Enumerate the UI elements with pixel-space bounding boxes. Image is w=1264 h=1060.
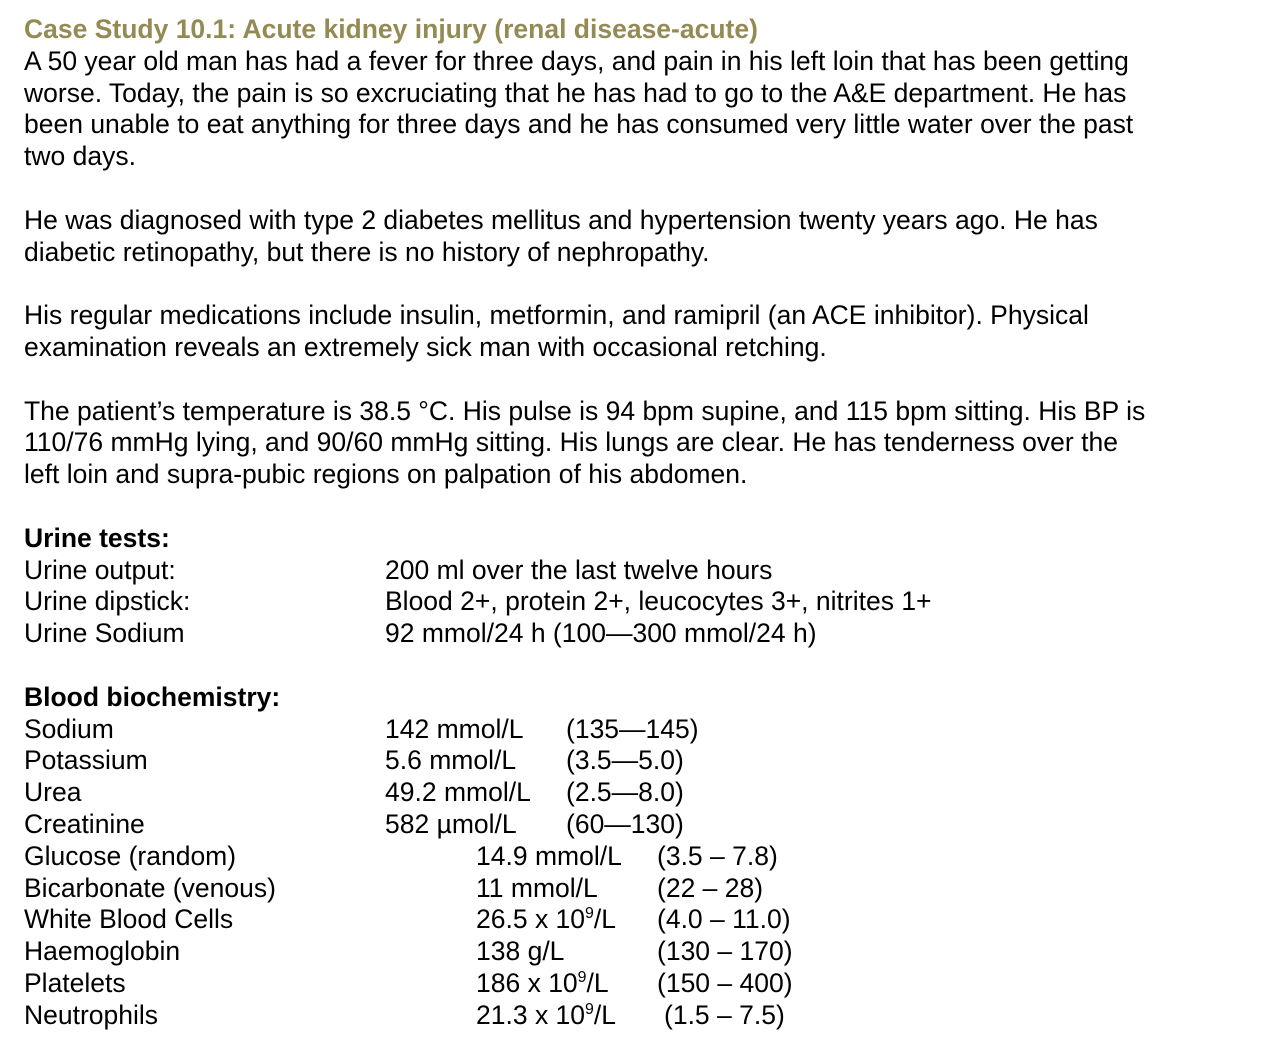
vitals-paragraph: The patient’s temperature is 38.5 °C. His pulse is 94 bpm supine, and 115 bpm sitting. His BP is 110/76 mmHg lying, and 90/60 mmHg sitting. His lungs are clear. He has tenderness over the left loin and supra-pubic regions on palpation of his abdomen. (24, 395, 1146, 490)
result-value (476, 1000, 616, 1032)
result-value: 11 mmol/L (476, 872, 598, 903)
neutrophils-row (24, 1000, 1244, 1032)
result-label: Haemoglobin (24, 936, 181, 967)
result-label: Urine dipstick: (24, 586, 191, 617)
sodium-row (24, 714, 1244, 746)
result-label: Urine output: (24, 554, 176, 585)
reference-range: (3.5 – 7.8) (657, 840, 778, 871)
result-value (476, 968, 609, 1000)
medications-paragraph: His regular medications include insulin, metformin, and ramipril (an ACE inhibitor). Physical examination reveals an extremely sick man with occasional retching. (24, 300, 1089, 362)
spacer (24, 650, 1244, 682)
result-value: 200 ml over the last twelve hours (385, 554, 773, 585)
case-study-document (24, 14, 1244, 1032)
spacer (24, 364, 1244, 396)
result-label: Potassium (24, 745, 148, 776)
urine-tests-heading: Urine tests: (24, 522, 170, 553)
reference-range: (4.0 – 11.0) (657, 904, 791, 935)
result-value: 142 mmol/L (385, 713, 524, 744)
reference-range: (135—145) (566, 713, 699, 744)
result-value: 5.6 mmol/L (385, 745, 517, 776)
value-unit: /L (593, 904, 616, 935)
white-blood-cells-row (24, 904, 1244, 936)
result-label: Bicarbonate (venous) (24, 872, 276, 903)
blood-biochemistry-heading: Blood biochemistry: (24, 681, 281, 712)
reference-range: (2.5—8.0) (566, 777, 684, 808)
reference-range: (150 – 400) (657, 967, 793, 998)
reference-range: (130 – 170) (657, 936, 793, 967)
result-value (476, 904, 616, 936)
reference-range: (3.5—5.0) (566, 745, 684, 776)
spacer (24, 491, 1244, 523)
diagnosis-paragraph: He was diagnosed with type 2 diabetes mellitus and hypertension twenty years ago. He has diabetic retinopathy, but there is no history of nephropathy. (24, 204, 1098, 267)
reference-range: (60—130) (566, 808, 684, 839)
urea-row (24, 777, 1244, 809)
result-value: 138 g/L (476, 936, 565, 967)
bicarbonate-row (24, 873, 1244, 905)
history-paragraph: A 50 year old man has had a fever for three days, and pain in his left loin that has been getting worse. Today, the pain is so excruciating that he has had to go to the A&E department. He has been unable to eat anything for three days and he has consumed very little water over the past two days. (24, 45, 1134, 172)
value-number: 186 x 10 (476, 967, 578, 998)
creatinine-row (24, 809, 1244, 841)
urine-output-row (24, 555, 1244, 587)
case-title: Case Study 10.1: Acute kidney injury (renal disease-acute) (24, 14, 758, 44)
reference-range: (22 – 28) (657, 872, 764, 903)
result-value: 582 µmol/L (385, 808, 517, 839)
potassium-row (24, 745, 1244, 777)
value-exponent: 9 (585, 905, 594, 923)
value-number: 21.3 x 10 (476, 999, 586, 1030)
result-label: White Blood Cells (24, 904, 234, 935)
value-number: 26.5 x 10 (476, 904, 586, 935)
result-value: 49.2 mmol/L (385, 777, 531, 808)
haemoglobin-row (24, 936, 1244, 968)
result-label: Urea (24, 777, 82, 808)
result-value: Blood 2+, protein 2+, leucocytes 3+, nitrites 1+ (385, 586, 932, 617)
value-unit: /L (593, 999, 616, 1030)
result-label: Sodium (24, 713, 114, 744)
value-exponent: 9 (585, 1000, 594, 1018)
urine-dipstick-row (24, 586, 1244, 618)
platelets-row (24, 968, 1244, 1000)
result-label: Platelets (24, 967, 126, 998)
result-value: 92 mmol/24 h (100—300 mmol/24 h) (385, 618, 817, 649)
value-exponent: 9 (577, 969, 587, 987)
spacer (24, 173, 1244, 205)
value-unit: /L (586, 967, 609, 998)
result-value: 14.9 mmol/L (476, 840, 622, 871)
spacer (24, 268, 1244, 300)
urine-sodium-row (24, 618, 1244, 650)
result-label: Neutrophils (24, 999, 159, 1030)
glucose-row (24, 841, 1244, 873)
reference-range: (1.5 – 7.5) (664, 999, 785, 1030)
result-label: Urine Sodium (24, 618, 185, 649)
result-label: Glucose (random) (24, 840, 237, 871)
result-label: Creatinine (24, 808, 145, 839)
